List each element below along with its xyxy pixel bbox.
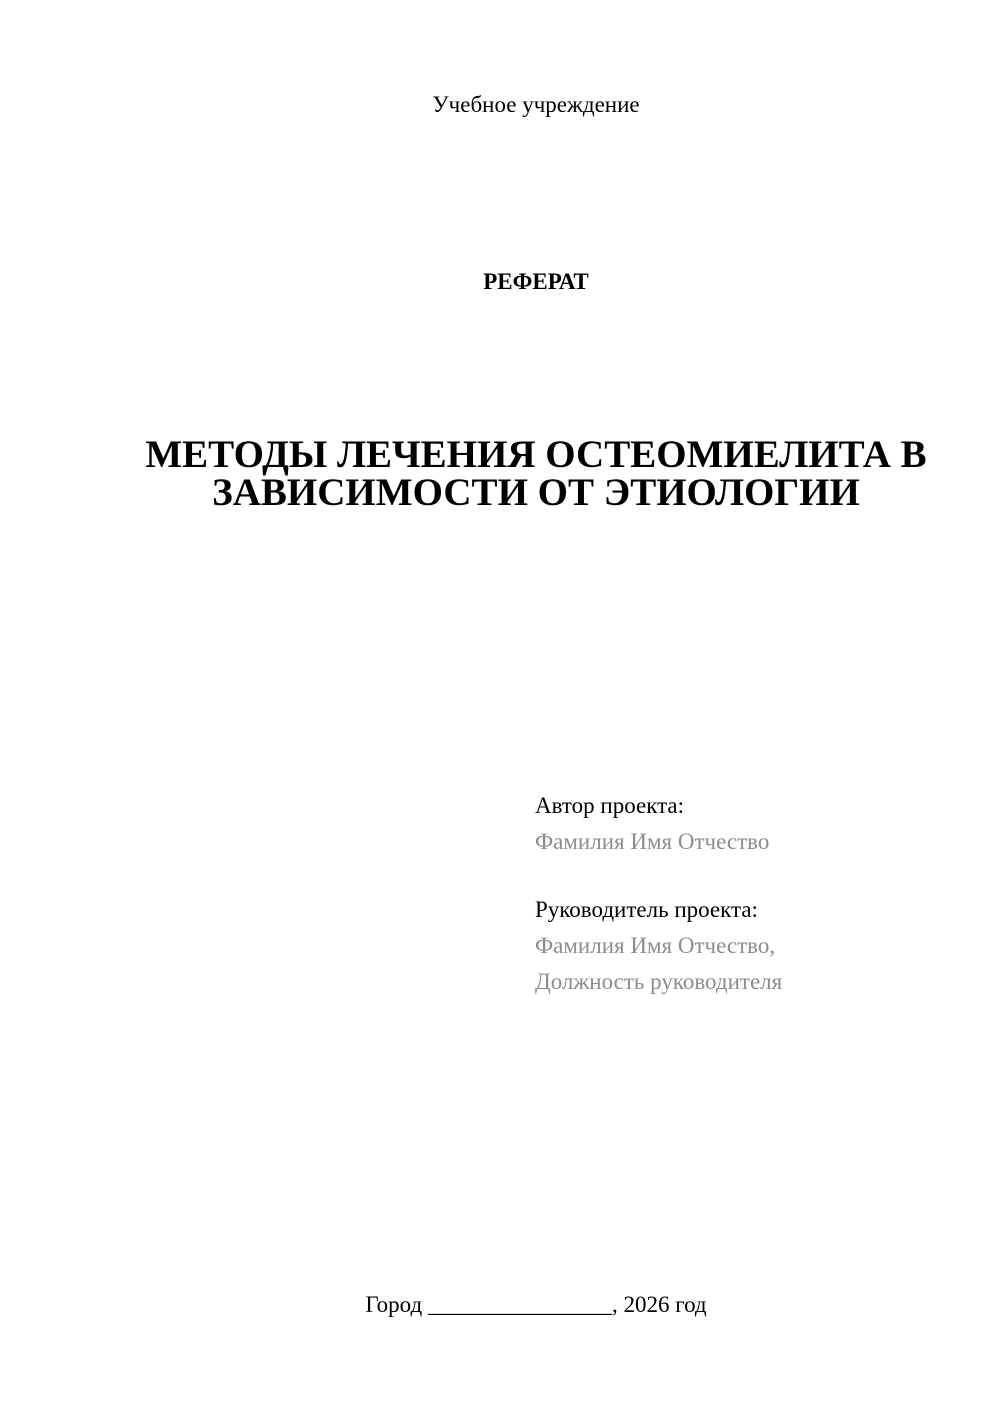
document-title-line-1: МЕТОДЫ ЛЕЧЕНИЯ ОСТЕОМИЕЛИТА В <box>145 433 927 476</box>
document-title-line-2: ЗАВИСИМОСТИ ОТ ЭТИОЛОГИИ <box>212 471 860 514</box>
institution-name: Учебное учреждение <box>432 92 640 117</box>
credits-block <box>535 788 975 1000</box>
credits-spacer <box>535 860 975 892</box>
document-title <box>120 433 952 514</box>
city-year-line: Город ________________, 2026 год <box>365 1292 707 1317</box>
author-label: Автор проекта: <box>535 793 684 818</box>
supervisor-label: Руководитель проекта: <box>535 897 758 922</box>
supervisor-position: Должность руководителя <box>535 969 783 994</box>
author-name: Фамилия Имя Отчество <box>535 829 770 854</box>
document-type: РЕФЕРАТ <box>483 269 589 294</box>
supervisor-name: Фамилия Имя Отчество, <box>535 933 776 958</box>
